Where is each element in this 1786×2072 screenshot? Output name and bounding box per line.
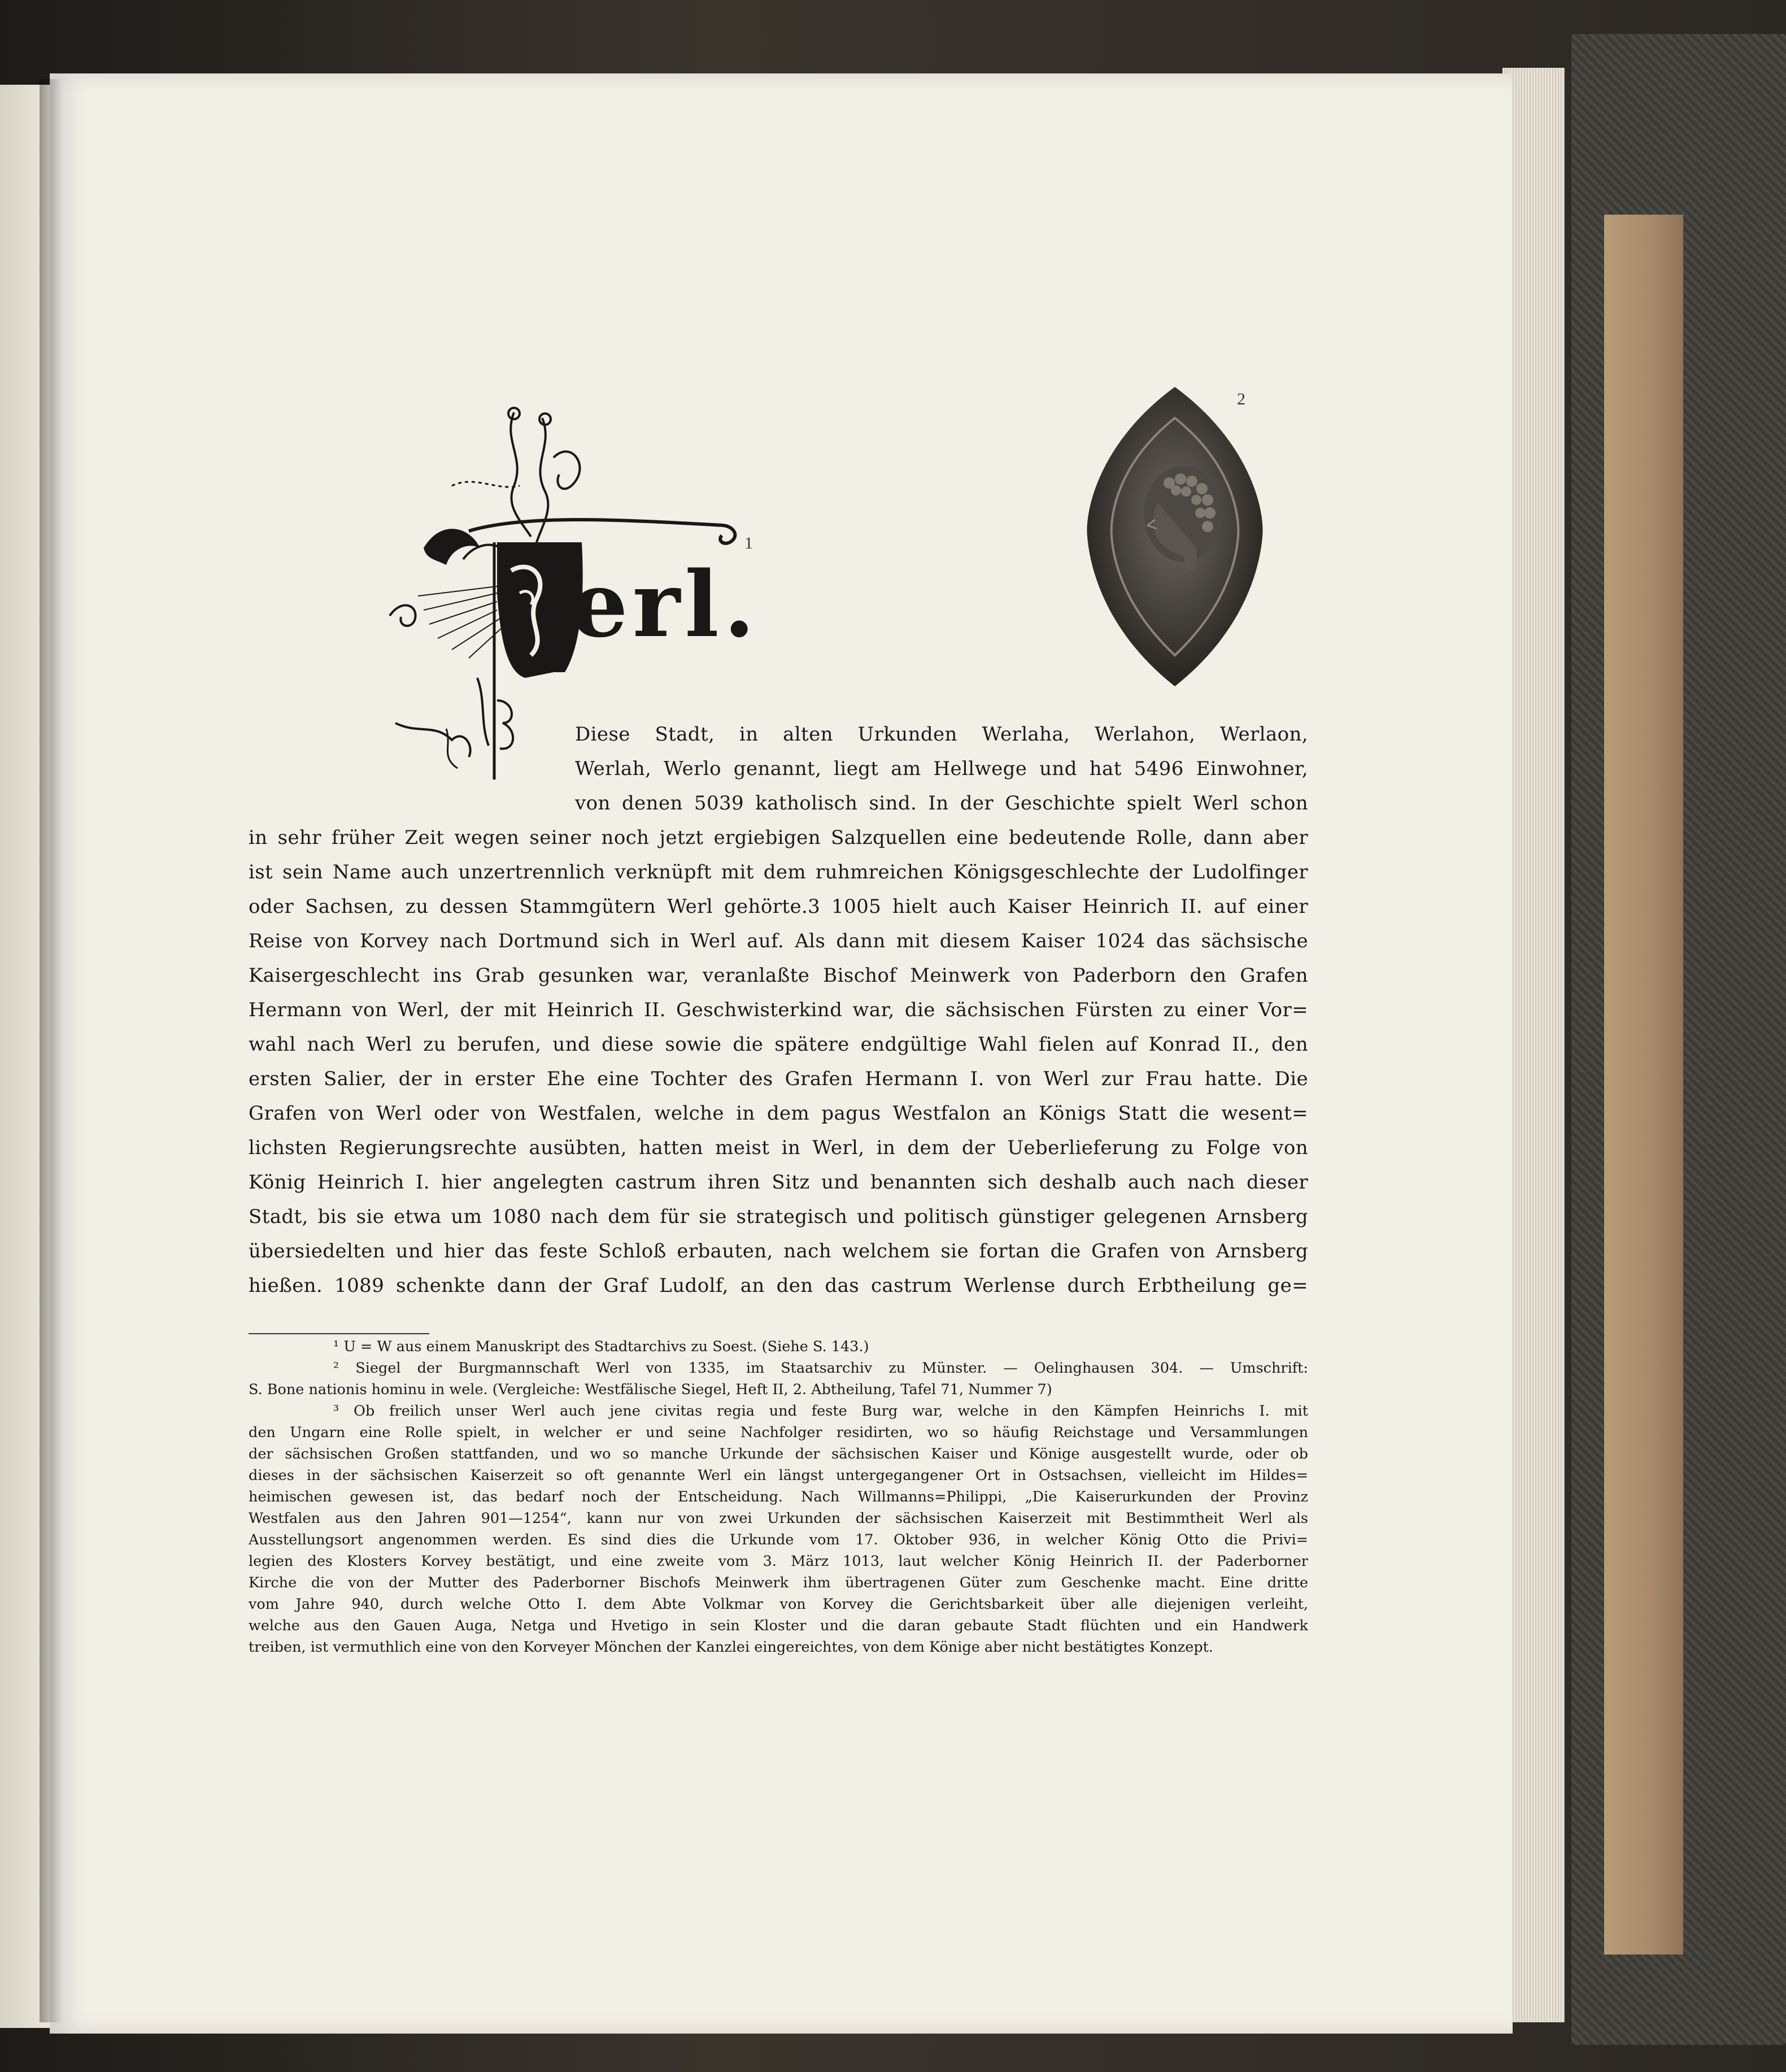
footnote-2: ² Siegel der Burgmannschaft Werl von 1335, im Staatsarchiv zu Münster. — Oelinghausen 304. — Umschrift: [333, 1360, 1308, 1377]
title-footnote-marker: 1 [744, 534, 753, 552]
body-line: in sehr früher Zeit wegen seiner noch jetzt ergiebigen Salzquellen eine bedeutende Rolle, dann aber [249, 826, 1308, 849]
body-line: ersten Salier, der in erster Ehe eine Tochter des Grafen Hermann I. von Werl zur Frau hatte. Die [249, 1068, 1308, 1090]
body-line: oder Sachsen, zu dessen Stammgütern Werl gehörte.3 1005 hielt auch Kaiser Heinrich II. auf einer [249, 895, 1308, 918]
footnote-3-line: dieses in der sächsischen Kaiserzeit so oft genannte Werl ein längst untergegangener Ort in Ostsachsen, vielleicht im Hildes= [249, 1467, 1308, 1484]
footnote-2-cont: S. Bone nationis hominu in wele. (Vergleiche: Westfälische Siegel, Heft II, 2. Abtheilung, Tafel 71, Nummer 7) [249, 1381, 1052, 1398]
page-gutter-shadow [40, 79, 62, 2022]
seal-footnote-marker: 2 [1237, 390, 1245, 408]
footnote-3-line: welche aus den Gauen Auga, Netga und Hvetigo in sein Kloster und die daran gebaute Stadt flüchten und ein Handwerk [249, 1617, 1308, 1634]
footnotes [249, 1336, 1308, 1658]
body-line: ist sein Name auch unzertrennlich verknüpft mit dem ruhmreichen Königsgeschlechte der Ludolfinger [249, 861, 1308, 883]
footnote-3-line: Kirche die von der Mutter des Paderborner Bischofs Meinwerk ihm übertragenen Güter zum Geschenke macht. Eine dritte [249, 1574, 1308, 1591]
footnote-3-line: Westfalen aus den Jahren 901—1254“, kann nur von zwei Urkunden der sächsischen Kaiserzeit mit Bestimmtheit Werl als [249, 1510, 1308, 1527]
body-line: König Heinrich I. hier angelegten castrum ihren Sitz und benannten sich deshalb auch nach dieser [249, 1171, 1308, 1194]
body-line: Diese Stadt, in alten Urkunden Werlaha, Werlahon, Werlaon, [575, 723, 1308, 746]
body-line: Hermann von Werl, der mit Heinrich II. Geschwisterkind war, die sächsischen Fürsten zu einer Vor= [249, 999, 1308, 1021]
body-line: hießen. 1089 schenkte dann der Graf Ludolf, an den das castrum Werlense durch Erbtheilung ge= [249, 1274, 1308, 1297]
body-line: Stadt, bis sie etwa um 1080 nach dem für sie strategisch und politisch günstiger gelegenen Arnsberg [249, 1205, 1308, 1228]
body-text [249, 717, 1308, 1303]
seal-image [1079, 384, 1271, 689]
footnote-1: ¹ U = W aus einem Manuskript des Stadtarchivs zu Soest. (Siehe S. 143.) [333, 1338, 869, 1355]
footnote-3-line: treiben, ist vermuthlich eine von den Korveyer Mönchen der Kanzlei eingereichtes, von dem Könige aber nicht bestätigtes Konzept. [249, 1639, 1214, 1656]
footnote-3-line: vom Jahre 940, durch welche Otto I. dem Abte Volkmar von Korvey die Gerichtsbarkeit über alle diejenigen verleiht, [249, 1596, 1308, 1613]
footnote-3-line: heimischen gewesen ist, das bedarf noch der Entscheidung. Nach Willmanns=Philippi, „Die Kaiserurkunden der Provinz [249, 1488, 1308, 1505]
footnote-rule [249, 1333, 429, 1334]
body-line: Werlah, Werlo genannt, liegt am Hellwege und hat 5496 Einwohner, [575, 758, 1308, 780]
body-line: lichsten Regierungsrechte ausübten, hatten meist in Werl, in dem der Ueberlieferung zu Folge von [249, 1137, 1308, 1159]
body-line: übersiedelten und hier das feste Schloß erbauten, nach welchem sie fortan die Grafen von Arnsberg [249, 1240, 1308, 1263]
body-line: wahl nach Werl zu berufen, und diese sowie die spätere endgültige Wahl fielen auf Konrad II., den [249, 1033, 1308, 1056]
footnote-3-line: den Ungarn eine Rolle spielt, in welcher er und seine Nachfolger residirten, wo so häufig Reichstage und Versammlungen [249, 1424, 1308, 1441]
book-spine-leather [1604, 215, 1683, 1955]
footnote-3-line: der sächsischen Großen stattfanden, und wo so manche Urkunde der sächsischen Kaiser und Könige ausgestellt wurde, oder ob [249, 1446, 1308, 1462]
footnote-3-line: legien des Klosters Korvey bestätigt, und eine zweite vom 3. März 1013, laut welcher König Heinrich II. der Paderborner [249, 1553, 1308, 1570]
body-line: von denen 5039 katholisch sind. In der Geschichte spielt Werl schon [575, 792, 1308, 815]
footnote-3: ³ Ob freilich unser Werl auch jene civitas regia und feste Burg war, welche in den Kämpfen Heinrichs I. mit [333, 1403, 1308, 1420]
seal-icon [1079, 384, 1271, 689]
body-line: Kaisergeschlecht ins Grab gesunken war, veranlaßte Bischof Meinwerk von Paderborn den Grafen [249, 964, 1308, 987]
body-line: Grafen von Werl oder von Westfalen, welche in dem pagus Westfalon an Königs Statt die wesent= [249, 1102, 1308, 1125]
title-text: erl. [570, 551, 760, 658]
footnote-3-line: Ausstellungsort angenommen werden. Es sind dies die Urkunde vom 17. Oktober 936, in welcher König Otto die Privi= [249, 1531, 1308, 1548]
body-line: Reise von Korvey nach Dortmund sich in Werl auf. Als dann mit diesem Kaiser 1024 das sächsische [249, 930, 1308, 952]
